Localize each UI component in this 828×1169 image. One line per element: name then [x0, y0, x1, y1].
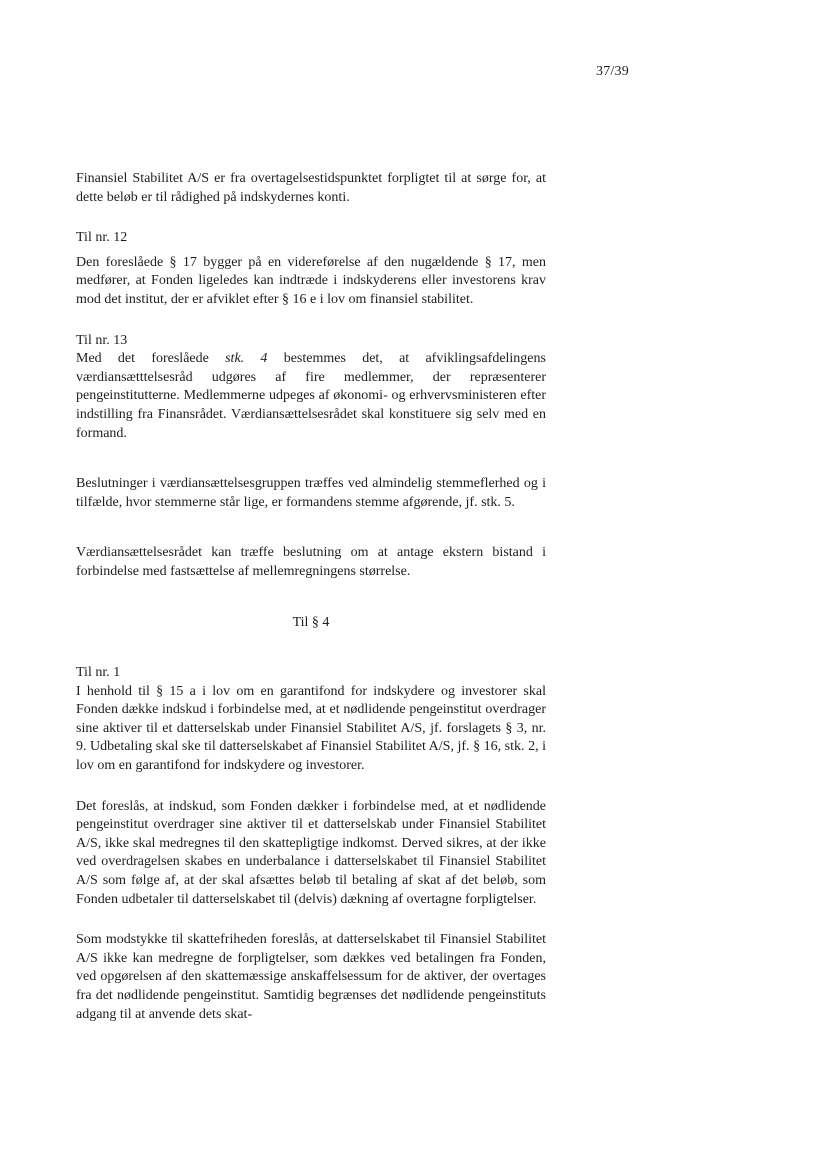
paragraph: Som modstykke til skattefriheden foreslås, at datterselskabet til Finansiel Stabilitet A/S ikke kan medregne de forpligtelser, som dækkes ved betalingen fra Fonden, ved opgørelsen af den skattemæssige anskaffelsessum for de aktiver, der overtages fra det nødlidende pengeinstitut. Samtidig begrænses det nødlidende pengeinstituts adgang til at anvende dets skat- — [76, 932, 546, 1022]
subsection-heading-nr-1: Til nr. 1 — [76, 665, 121, 681]
text-run: bestemmes det, at afviklingsafdelingens værdiansætttelsesråd udgøres af fire medlemmer, der repræsenterer pengeinstitutterne. Medlemmerne udpeges af økonomi- og erhvervsministeren efter indstilling fra Finansrådet. Værdiansættelsesrådet skal konstituere sig selv med en formand. — [76, 351, 546, 441]
subsection-heading-nr-12: Til nr. 12 — [76, 230, 128, 246]
paragraph: I henhold til § 15 a i lov om en garantifond for indskydere og investorer skal Fonden dække indskud i forbindelse med, at et nødlidende pengeinstitut overdrager sine aktiver til et datterselskab under Finansiel Stabilitet A/S, jf. forslagets § 3, nr. 9. Udbetaling skal ske til datterselskabet af Finansiel Stabilitet A/S, jf. § 16, stk. 2, i lov om en garantifond for indskydere og investorer. — [76, 683, 546, 774]
page-number: 37/39 — [596, 64, 629, 79]
document-body — [76, 170, 546, 1024]
section-heading: Til § 4 — [292, 614, 330, 630]
paragraph: Finansiel Stabilitet A/S er fra overtagelsestidspunktet forpligtet til at sørge for, at dette beløb er til rådighed på indskydernes konti. — [76, 171, 546, 205]
paragraph: Det foreslås, at indskud, som Fonden dækker i forbindelse med, at et nødlidende pengeinstitut overdrager sine aktiver til et datterselskab under Finansiel Stabilitet A/S, ikke skal medregnes til den skattepligtige indkomst. Derved sikres, at der ikke ved overdragelsen skabes en underbalance i datterselskabet til Finansiel Stabilitet A/S som følge af, at der skal afsættes beløb til betaling af skat af det beløb, som Fonden udbetaler til datterselskabet til (delvis) dækning af overtagne forpligtelser. — [76, 798, 546, 907]
text-run: Med det foreslåede — [76, 351, 226, 367]
italic-reference: stk. 4 — [225, 351, 268, 367]
paragraph: Værdiansættelsesrådet kan træffe beslutning om at antage ekstern bistand i forbindelse med fastsættelse af mellemregningens størrelse. — [76, 545, 546, 579]
paragraph: Beslutninger i værdiansættelsesgruppen træffes ved almindelig stemmeflerhed og i tilfælde, hvor stemmerne står lige, er formandens stemme afgørende, jf. stk. 5. — [76, 476, 546, 510]
subsection-heading-nr-13: Til nr. 13 — [76, 332, 128, 348]
paragraph — [76, 350, 546, 443]
paragraph: Den foreslåede § 17 bygger på en videreførelse af den nugældende § 17, men medfører, at Fonden ligeledes kan indtræde i indskyderens eller investorens krav mod det institut, der er afviklet efter § 16 e i lov om finansiel stabilitet. — [76, 254, 546, 307]
